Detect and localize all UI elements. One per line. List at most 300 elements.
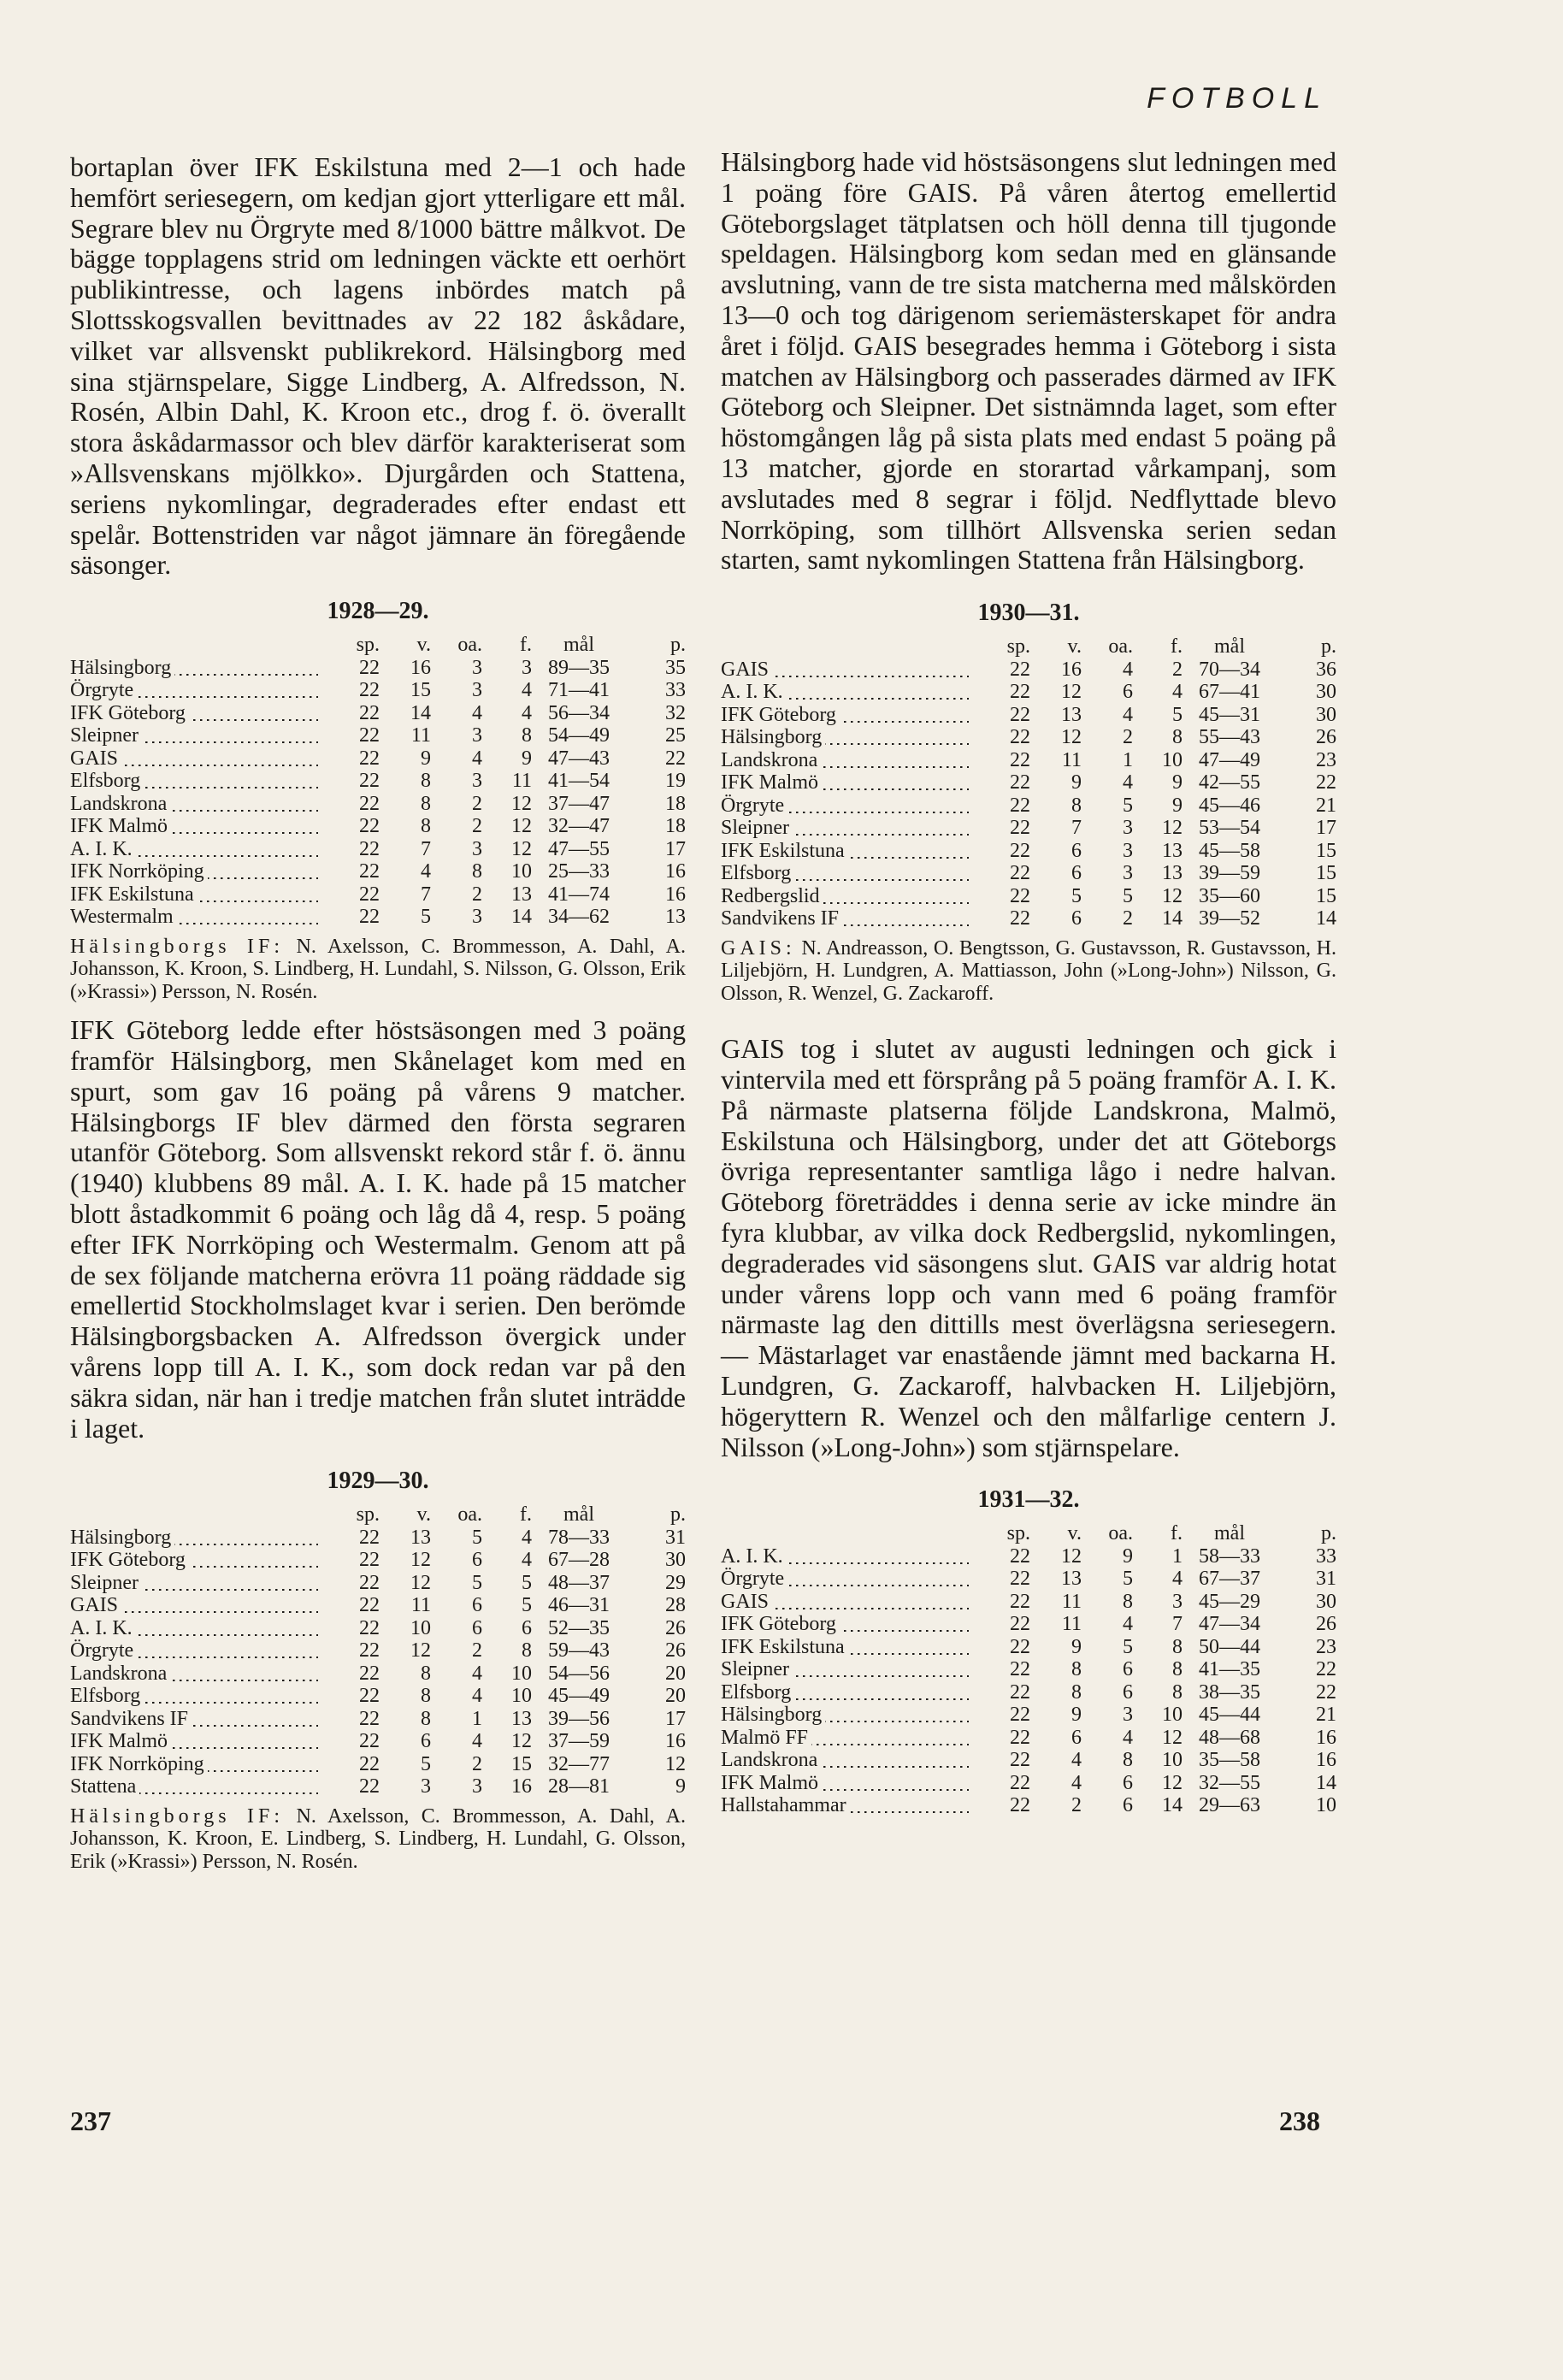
stat-cell: 6 xyxy=(421,1730,431,1753)
stat-cell: 15 xyxy=(511,1752,532,1775)
stat-cell: 22 xyxy=(1010,794,1030,817)
champion-squad xyxy=(70,936,686,1004)
stat-cell: 10 xyxy=(410,1616,431,1639)
team-name-cell xyxy=(70,1639,318,1662)
stat-cell: 2 xyxy=(1172,658,1183,681)
stat-cell: 1 xyxy=(1172,1544,1183,1568)
stat-cell: 14 xyxy=(1316,907,1336,930)
stat-cell: 3 xyxy=(1123,1704,1133,1727)
standings-header-row xyxy=(721,1522,1336,1545)
stat-cell: 30 xyxy=(1316,703,1336,726)
stat-cell: 12 xyxy=(410,1639,431,1662)
table-row xyxy=(721,749,1336,772)
table-row xyxy=(70,1753,686,1776)
team-name-cell xyxy=(70,860,318,883)
stat-cell: 22 xyxy=(1010,1544,1030,1568)
stat-cell: 12 xyxy=(1162,817,1183,840)
team-name: GAIS xyxy=(70,1594,121,1616)
champion-club: Hälsingborgs IF: xyxy=(70,935,285,958)
stat-cell: 5 xyxy=(421,1752,431,1775)
stat-cell: 1 xyxy=(472,1707,482,1730)
stat-cell: 22 xyxy=(359,1685,380,1708)
stat-cell: 32 xyxy=(665,701,686,724)
header-team-blank xyxy=(721,635,969,658)
stat-cell: 5 xyxy=(1071,884,1082,907)
table-row xyxy=(70,1775,686,1798)
stat-cell: 32—77 xyxy=(548,1752,610,1775)
stat-cell: 22 xyxy=(1010,1794,1030,1817)
stat-cell: 6 xyxy=(1123,1658,1133,1681)
stat-cell: 36 xyxy=(1316,658,1336,681)
champion-club: GAIS: xyxy=(721,936,796,960)
stat-cell: 70—34 xyxy=(1199,658,1260,681)
column-header: f. xyxy=(520,1503,532,1527)
team-name: Hälsingborg xyxy=(70,657,174,679)
table-row xyxy=(721,704,1336,727)
stat-cell: 22 xyxy=(1010,1726,1030,1749)
team-name: IFK Göteborg xyxy=(70,702,189,724)
stat-cell: 22 xyxy=(359,724,380,747)
stat-cell: 22 xyxy=(359,1707,380,1730)
stat-cell: 17 xyxy=(665,837,686,860)
table-row xyxy=(721,1749,1336,1772)
stat-cell: 11 xyxy=(511,770,532,793)
team-name: Landskrona xyxy=(70,793,170,815)
stat-cell: 8 xyxy=(1071,1680,1082,1704)
team-name: Landskrona xyxy=(721,1749,821,1771)
stat-cell: 13 xyxy=(511,1707,532,1730)
stat-cell: 22 xyxy=(359,1639,380,1662)
stat-cell: 8 xyxy=(421,1662,431,1685)
column-header: oa. xyxy=(457,634,482,657)
team-name-cell xyxy=(721,794,969,818)
stat-cell: 11 xyxy=(1061,748,1082,771)
stat-cell: 22 xyxy=(1010,907,1030,930)
stat-cell: 17 xyxy=(1316,817,1336,840)
team-name: Örgryte xyxy=(721,794,787,817)
stat-cell: 39—59 xyxy=(1199,862,1260,885)
stat-cell: 22 xyxy=(359,656,380,679)
stat-cell: 26 xyxy=(665,1639,686,1662)
table-row xyxy=(70,1639,686,1662)
table-row xyxy=(721,1772,1336,1795)
section-header: FOTBOLL xyxy=(1147,82,1327,115)
team-name-cell xyxy=(70,1708,318,1731)
stat-cell: 22 xyxy=(1010,817,1030,840)
table-row xyxy=(70,1572,686,1595)
team-name-cell xyxy=(70,1527,318,1550)
stat-cell: 3 xyxy=(421,1775,431,1798)
stat-cell: 22 xyxy=(1010,1635,1030,1658)
stat-cell: 31 xyxy=(665,1526,686,1549)
stat-cell: 14 xyxy=(511,906,532,929)
table-row xyxy=(70,1685,686,1708)
stat-cell: 52—35 xyxy=(548,1616,610,1639)
stat-cell: 25—33 xyxy=(548,860,610,883)
stat-cell: 41—54 xyxy=(548,770,610,793)
stat-cell: 3 xyxy=(472,724,482,747)
stat-cell: 7 xyxy=(1071,817,1082,840)
table-row xyxy=(721,1568,1336,1591)
stat-cell: 41—35 xyxy=(1199,1658,1260,1681)
table-row xyxy=(721,817,1336,840)
table-row xyxy=(70,747,686,771)
team-name-cell xyxy=(70,906,318,929)
table-row xyxy=(721,726,1336,749)
team-name-cell xyxy=(70,724,318,747)
stat-cell: 31 xyxy=(1316,1568,1336,1591)
stat-cell: 4 xyxy=(1123,658,1133,681)
team-name-cell xyxy=(70,679,318,702)
table-row xyxy=(70,1594,686,1617)
stat-cell: 5 xyxy=(1123,1568,1133,1591)
team-name: IFK Norrköping xyxy=(70,860,208,883)
stat-cell: 22 xyxy=(1010,884,1030,907)
stat-cell: 5 xyxy=(1172,703,1183,726)
stat-cell: 4 xyxy=(472,1685,482,1708)
table-row xyxy=(721,907,1336,930)
stat-cell: 4 xyxy=(472,1730,482,1753)
page-number-left: 237 xyxy=(70,2105,111,2136)
stat-cell: 22 xyxy=(359,837,380,860)
header-team-blank xyxy=(70,1503,318,1527)
team-name: A. I. K. xyxy=(721,1545,787,1568)
stat-cell: 2 xyxy=(1071,1794,1082,1817)
table-row xyxy=(721,1681,1336,1704)
column-header: mål xyxy=(1214,635,1245,658)
stat-cell: 19 xyxy=(665,770,686,793)
stat-cell: 8 xyxy=(421,792,431,815)
stat-cell: 6 xyxy=(1123,1680,1133,1704)
stat-cell: 15 xyxy=(1316,839,1336,862)
stat-cell: 22 xyxy=(359,860,380,883)
stat-cell: 5 xyxy=(1123,884,1133,907)
team-name-cell xyxy=(721,749,969,772)
stat-cell: 45—58 xyxy=(1199,839,1260,862)
column-header: v. xyxy=(416,1503,431,1527)
table-row xyxy=(70,1549,686,1572)
stat-cell: 6 xyxy=(522,1616,532,1639)
stat-cell: 20 xyxy=(665,1662,686,1685)
stat-cell: 3 xyxy=(472,770,482,793)
stat-cell: 25 xyxy=(665,724,686,747)
stat-cell: 39—52 xyxy=(1199,907,1260,930)
column-header: v. xyxy=(416,634,431,657)
stat-cell: 11 xyxy=(1061,1613,1082,1636)
stat-cell: 21 xyxy=(1316,1704,1336,1727)
team-name-cell xyxy=(70,1662,318,1686)
team-name: Westermalm xyxy=(70,906,177,928)
column-header: v. xyxy=(1067,1522,1082,1545)
stat-cell: 3 xyxy=(1123,817,1133,840)
stat-cell: 9 xyxy=(1071,1704,1082,1727)
stat-cell: 15 xyxy=(1316,862,1336,885)
team-name-cell xyxy=(70,1730,318,1753)
standings-header-row xyxy=(70,634,686,657)
stat-cell: 13 xyxy=(1162,839,1183,862)
stat-cell: 22 xyxy=(1010,1704,1030,1727)
stat-cell: 5 xyxy=(522,1594,532,1617)
stat-cell: 67—41 xyxy=(1199,681,1260,704)
team-name-cell xyxy=(721,1636,969,1659)
stat-cell: 14 xyxy=(1162,1794,1183,1817)
stat-cell: 22 xyxy=(1010,771,1030,794)
stat-cell: 22 xyxy=(1010,1613,1030,1636)
team-name-cell xyxy=(721,726,969,749)
standings-table xyxy=(70,634,686,929)
stat-cell: 22 xyxy=(1316,1658,1336,1681)
stat-cell: 58—33 xyxy=(1199,1544,1260,1568)
stat-cell: 12 xyxy=(410,1571,431,1594)
team-name: Hälsingborg xyxy=(721,726,825,748)
stat-cell: 5 xyxy=(1123,794,1133,817)
stat-cell: 9 xyxy=(1123,1544,1133,1568)
table-row xyxy=(70,793,686,816)
stat-cell: 21 xyxy=(1316,794,1336,817)
stat-cell: 13 xyxy=(1162,862,1183,885)
table-row xyxy=(70,883,686,907)
team-name: A. I. K. xyxy=(70,838,136,860)
team-name-cell xyxy=(70,815,318,838)
stat-cell: 8 xyxy=(1172,726,1183,749)
table-row xyxy=(70,838,686,861)
team-name: Sleipner xyxy=(70,724,142,747)
stat-cell: 89—35 xyxy=(548,656,610,679)
team-name: A. I. K. xyxy=(70,1617,136,1639)
stat-cell: 5 xyxy=(1123,1635,1133,1658)
stat-cell: 4 xyxy=(522,1549,532,1572)
stat-cell: 13 xyxy=(511,883,532,906)
stat-cell: 30 xyxy=(665,1549,686,1572)
stat-cell: 4 xyxy=(1123,1726,1133,1749)
stat-cell: 22 xyxy=(1010,1590,1030,1613)
stat-cell: 32—47 xyxy=(548,815,610,838)
stat-cell: 50—44 xyxy=(1199,1635,1260,1658)
stat-cell: 9 xyxy=(522,747,532,770)
stat-cell: 53—54 xyxy=(1199,817,1260,840)
standings-table xyxy=(721,1522,1336,1817)
stat-cell: 8 xyxy=(1123,1590,1133,1613)
stat-cell: 6 xyxy=(1071,1726,1082,1749)
stat-cell: 55—43 xyxy=(1199,726,1260,749)
stat-cell: 39—56 xyxy=(548,1707,610,1730)
stat-cell: 9 xyxy=(1071,1635,1082,1658)
stat-cell: 12 xyxy=(410,1549,431,1572)
header-team-blank xyxy=(70,634,318,657)
stat-cell: 22 xyxy=(1010,681,1030,704)
team-name-cell xyxy=(70,1594,318,1617)
team-name: IFK Göteborg xyxy=(721,704,840,726)
stat-cell: 47—34 xyxy=(1199,1613,1260,1636)
stat-cell: 10 xyxy=(511,1662,532,1685)
team-name-cell xyxy=(721,658,969,682)
stat-cell: 11 xyxy=(410,724,431,747)
stat-cell: 35—60 xyxy=(1199,884,1260,907)
right-column xyxy=(721,147,1336,1817)
stat-cell: 22 xyxy=(1010,1658,1030,1681)
stat-cell: 67—37 xyxy=(1199,1568,1260,1591)
stat-cell: 29—63 xyxy=(1199,1794,1260,1817)
table-row xyxy=(70,1662,686,1686)
stat-cell: 20 xyxy=(665,1685,686,1708)
stat-cell: 13 xyxy=(665,906,686,929)
stat-cell: 45—46 xyxy=(1199,794,1260,817)
team-name: Sleipner xyxy=(721,1658,793,1680)
page-number-right: 238 xyxy=(1279,2105,1320,2136)
stat-cell: 34—62 xyxy=(548,906,610,929)
stat-cell: 12 xyxy=(1162,1771,1183,1794)
team-name-cell xyxy=(721,885,969,908)
stat-cell: 22 xyxy=(359,1571,380,1594)
table-row xyxy=(721,1591,1336,1614)
stat-cell: 8 xyxy=(421,1707,431,1730)
stat-cell: 7 xyxy=(421,883,431,906)
stat-cell: 16 xyxy=(511,1775,532,1798)
stat-cell: 2 xyxy=(472,1639,482,1662)
stat-cell: 3 xyxy=(1123,862,1133,885)
table-row xyxy=(70,1617,686,1640)
team-name: IFK Malmö xyxy=(721,771,822,794)
column-header: p. xyxy=(670,1503,686,1527)
team-name: Hälsingborg xyxy=(70,1527,174,1549)
stat-cell: 33 xyxy=(1316,1544,1336,1568)
stat-cell: 10 xyxy=(1162,748,1183,771)
team-name: Elfsborg xyxy=(70,1685,144,1707)
stat-cell: 28 xyxy=(665,1594,686,1617)
stat-cell: 22 xyxy=(359,701,380,724)
stat-cell: 2 xyxy=(472,883,482,906)
stat-cell: 4 xyxy=(472,701,482,724)
stat-cell: 6 xyxy=(1071,839,1082,862)
table-row xyxy=(70,657,686,680)
stat-cell: 16 xyxy=(1061,658,1082,681)
stat-cell: 13 xyxy=(1061,1568,1082,1591)
stat-cell: 22 xyxy=(359,815,380,838)
stat-cell: 48—37 xyxy=(548,1571,610,1594)
stat-cell: 26 xyxy=(1316,726,1336,749)
stat-cell: 6 xyxy=(472,1549,482,1572)
table-row xyxy=(721,1794,1336,1817)
team-name-cell xyxy=(721,1658,969,1681)
stat-cell: 45—31 xyxy=(1199,703,1260,726)
standings-table xyxy=(70,1503,686,1798)
stat-cell: 3 xyxy=(1123,839,1133,862)
champion-club: Hälsingborgs IF: xyxy=(70,1804,285,1828)
stat-cell: 8 xyxy=(522,1639,532,1662)
column-header: p. xyxy=(670,634,686,657)
table-row xyxy=(721,1704,1336,1727)
team-name-cell xyxy=(70,1753,318,1776)
stat-cell: 78—33 xyxy=(548,1526,610,1549)
stat-cell: 37—47 xyxy=(548,792,610,815)
left-column xyxy=(70,152,686,1885)
standings-table xyxy=(721,635,1336,930)
season-title: 1928—29. xyxy=(327,598,429,625)
stat-cell: 4 xyxy=(1123,771,1133,794)
stat-cell: 22 xyxy=(359,1549,380,1572)
stat-cell: 4 xyxy=(522,701,532,724)
team-name: A. I. K. xyxy=(721,681,787,703)
table-row xyxy=(70,860,686,883)
stat-cell: 14 xyxy=(410,701,431,724)
stat-cell: 22 xyxy=(1010,862,1030,885)
stat-cell: 16 xyxy=(665,860,686,883)
column-header: sp. xyxy=(1006,635,1030,658)
stat-cell: 18 xyxy=(665,815,686,838)
team-name-cell xyxy=(721,1772,969,1795)
team-name-cell xyxy=(721,862,969,885)
stat-cell: 22 xyxy=(359,906,380,929)
stat-cell: 22 xyxy=(359,1775,380,1798)
stat-cell: 22 xyxy=(1010,1771,1030,1794)
team-name: GAIS xyxy=(721,658,772,681)
stat-cell: 4 xyxy=(1172,1568,1183,1591)
column-header: sp. xyxy=(356,634,380,657)
stat-cell: 54—56 xyxy=(548,1662,610,1685)
stat-cell: 3 xyxy=(1172,1590,1183,1613)
stat-cell: 16 xyxy=(665,883,686,906)
team-name-cell xyxy=(721,771,969,794)
stat-cell: 9 xyxy=(1071,771,1082,794)
stat-cell: 1 xyxy=(1123,748,1133,771)
stat-cell: 22 xyxy=(1010,1568,1030,1591)
team-name-cell xyxy=(721,1749,969,1772)
team-name-cell xyxy=(721,1704,969,1727)
stat-cell: 6 xyxy=(1123,1794,1133,1817)
team-name-cell xyxy=(70,1549,318,1572)
stat-cell: 47—55 xyxy=(548,837,610,860)
stat-cell: 3 xyxy=(472,906,482,929)
column-header: p. xyxy=(1321,1522,1336,1545)
table-row xyxy=(721,1636,1336,1659)
stat-cell: 22 xyxy=(359,792,380,815)
stat-cell: 12 xyxy=(511,815,532,838)
stat-cell: 4 xyxy=(1071,1749,1082,1772)
team-name: IFK Göteborg xyxy=(70,1549,189,1571)
table-row xyxy=(721,681,1336,704)
stat-cell: 5 xyxy=(421,906,431,929)
team-name-cell xyxy=(721,840,969,863)
stat-cell: 22 xyxy=(359,1594,380,1617)
table-row xyxy=(70,815,686,838)
article-paragraph: GAIS tog i slutet av augusti ledningen och gick i vintervila med ett försprång på 5 poäng framför A. I. K. På närmaste platserna följde Landskrona, Malmö, Eskilstuna och Hälsingborg, under det att Göteborgs övriga representanter samtliga lågo i nedre halvan. Göteborg företräddes i denna serie av icke mindre än fyra klubbar, av vilka dock Redbergslid, nykomlingen, degraderades vid säsongens slut. GAIS var aldrig hotat under vårens lopp och vann med 6 poäng framför närmaste lag den dittills mest överlägsna seriesegern. — Mästarlaget var enastående jämnt med backarna H. Lundgren, G. Zackaroff, halvbacken H. Liljebjörn, högeryttern R. Wenzel och den målfarlige centern J. Nilsson (»Long-John») som stjärnspelare. xyxy=(721,1033,1336,1462)
stat-cell: 12 xyxy=(511,1730,532,1753)
stat-cell: 16 xyxy=(665,1730,686,1753)
table-row xyxy=(721,885,1336,908)
stat-cell: 8 xyxy=(522,724,532,747)
stat-cell: 9 xyxy=(421,747,431,770)
stat-cell: 26 xyxy=(1316,1613,1336,1636)
stat-cell: 18 xyxy=(665,792,686,815)
stat-cell: 30 xyxy=(1316,681,1336,704)
stat-cell: 22 xyxy=(1010,748,1030,771)
table-row xyxy=(721,1727,1336,1750)
stat-cell: 16 xyxy=(1316,1749,1336,1772)
column-header: oa. xyxy=(457,1503,482,1527)
article-paragraph: IFK Göteborg ledde efter höstsäsongen med 3 poäng framför Hälsingborg, men Skånelaget kom med en spurt, som gav 16 poäng på vårens 9 matcher. Hälsingborgs IF blev därmed den första segraren utanför Göteborg. Som allsvenskt rekord står f. ö. ännu (1940) klubbens 89 mål. A. I. K. hade på 15 matcher blott åstadkommit 6 poäng och låg då 4, resp. 5 poäng efter IFK Norrköping och Westermalm. Genom att på de sex följande matcherna erövra 11 poäng räddade sig emellertid Stockholmslaget kvar i serien. Den berömde Hälsingborgsbacken A. Alfredsson övergick under vårens lopp till A. I. K., som dock redan var på den säkra sidan, när han i tredje matchen från slutet inträdde i laget. xyxy=(70,1014,686,1444)
team-name: IFK Malmö xyxy=(721,1772,822,1794)
team-name-cell xyxy=(721,1568,969,1591)
stat-cell: 4 xyxy=(522,679,532,702)
stat-cell: 4 xyxy=(522,1526,532,1549)
stat-cell: 3 xyxy=(472,679,482,702)
column-header: p. xyxy=(1321,635,1336,658)
team-name: Örgryte xyxy=(70,679,137,701)
table-row xyxy=(70,702,686,725)
stat-cell: 22 xyxy=(359,1730,380,1753)
stat-cell: 12 xyxy=(1061,1544,1082,1568)
team-name: IFK Malmö xyxy=(70,815,171,837)
